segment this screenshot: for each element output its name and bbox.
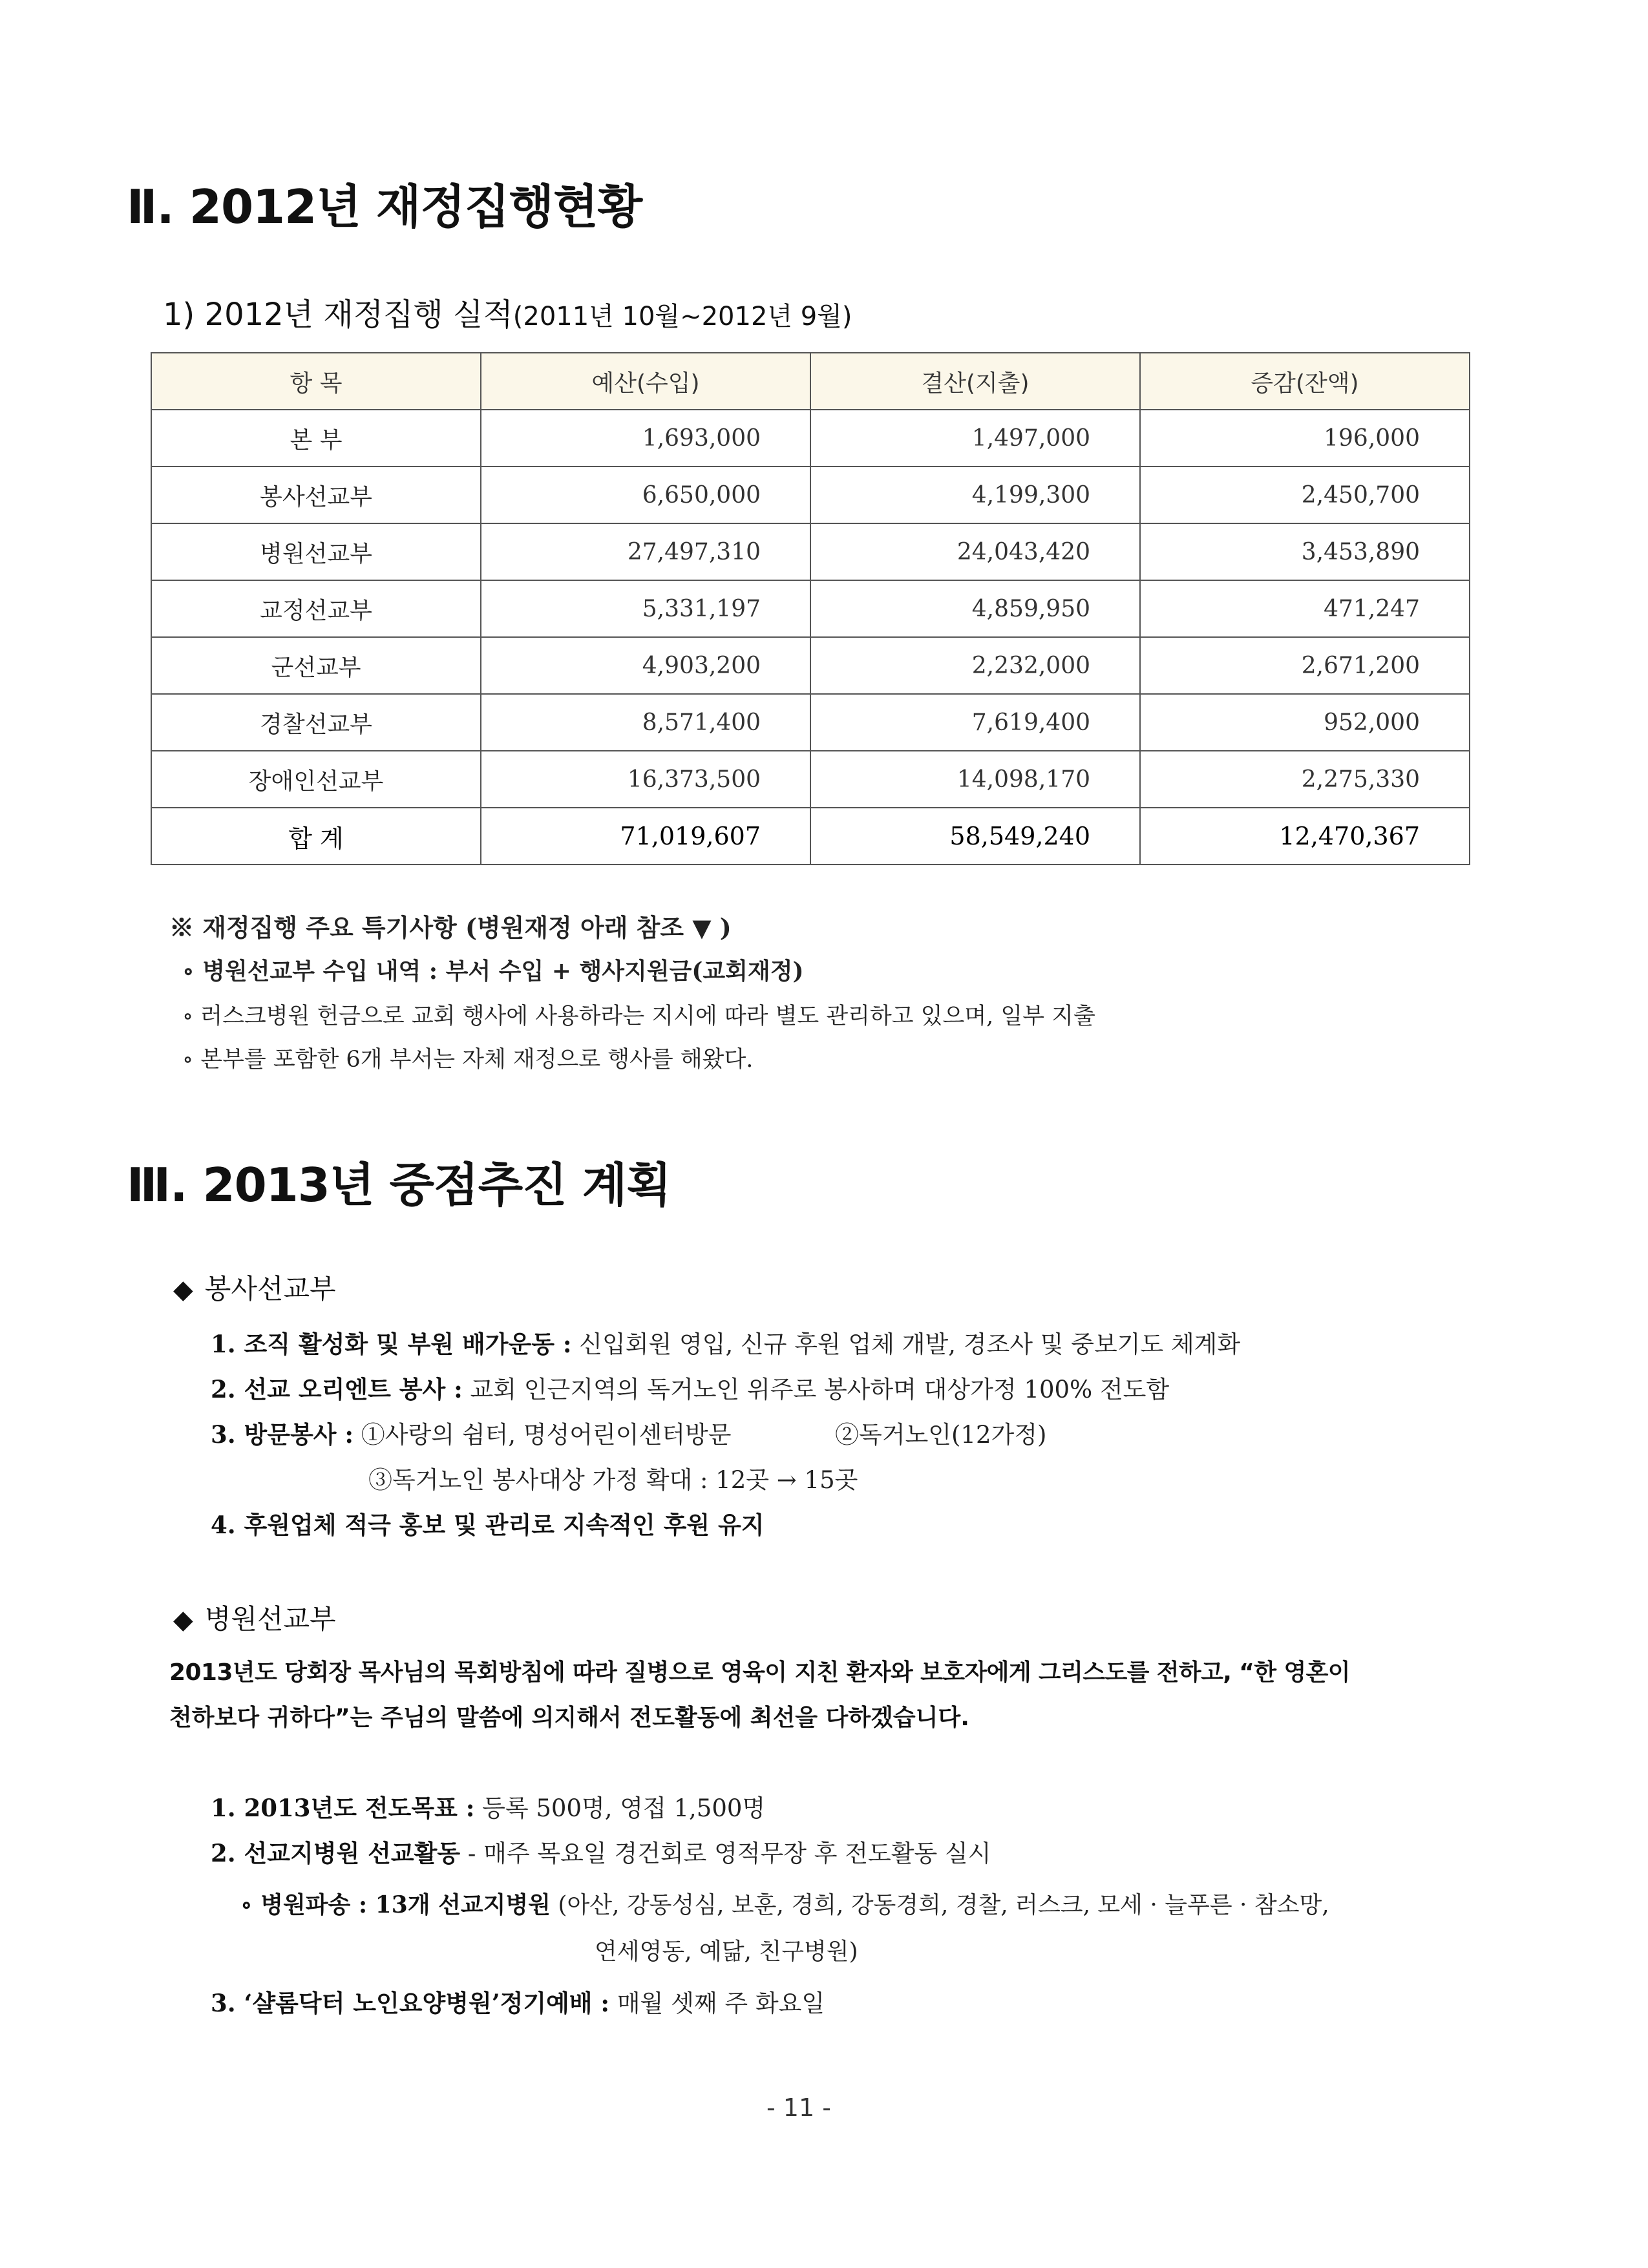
row-name: 군선교부 xyxy=(151,637,481,694)
hospital-item-3-label: 3. ‘샬롬닥터 노인요양병원’정기예배 : xyxy=(211,1989,610,2017)
hospital-sub-item-text: (아산, 강동성심, 보훈, 경희, 강동경희, 경찰, 러스크, 모세 · 늘푸른 · 참소망, xyxy=(550,1892,1329,1918)
hospital-item-2-label: 2. 선교지병원 선교활동 xyxy=(211,1839,461,1867)
hospital-sub-item xyxy=(240,1887,1329,1920)
row-name: 경찰선교부 xyxy=(151,694,481,751)
hospital-item-1 xyxy=(211,1789,765,1823)
dept-bongsa-title: 봉사선교부 xyxy=(204,1273,336,1305)
hospital-sub-item-label: ∘ 병원파송 : 13개 선교지병원 xyxy=(240,1891,551,1918)
hospital-item-3 xyxy=(211,1984,825,2019)
hospital-item-2-text: - 매주 목요일 경건회로 영적무장 후 전도활동 실시 xyxy=(460,1840,991,1867)
notes-line-2: ∘ 러스크병원 헌금으로 교회 행사에 사용하라는 지시에 따라 별도 관리하고 있으며, 일부 지출 xyxy=(182,1003,1095,1029)
bongsa-item-3-text-b: ②독거노인(12가정) xyxy=(835,1421,1047,1449)
notes-title: ※ 재정집행 주요 특기사항 (병원재정 아래 참조 ▼ ) xyxy=(169,913,732,942)
row-settlement: 4,199,300 xyxy=(810,467,1140,523)
table-row xyxy=(151,523,1470,580)
row-budget: 16,373,500 xyxy=(481,751,810,808)
header-settlement: 결산(지출) xyxy=(810,353,1140,410)
row-budget: 1,693,000 xyxy=(481,410,810,467)
row-name: 교정선교부 xyxy=(151,580,481,637)
row-balance: 2,275,330 xyxy=(1140,751,1470,808)
bongsa-item-1-label: 1. 조직 활성화 및 부원 배가운동 : xyxy=(211,1330,572,1358)
table-row xyxy=(151,467,1470,523)
row-name: 장애인선교부 xyxy=(151,751,481,808)
bongsa-item-3 xyxy=(211,1415,731,1450)
row-name: 병원선교부 xyxy=(151,523,481,580)
row-balance: 196,000 xyxy=(1140,410,1470,467)
total-budget: 71,019,607 xyxy=(481,808,810,865)
header-item: 항 목 xyxy=(151,353,481,410)
row-settlement: 7,619,400 xyxy=(810,694,1140,751)
page-number: - 11 - xyxy=(766,2094,831,2122)
bongsa-item-3-label: 3. 방문봉사 : xyxy=(211,1420,354,1449)
bongsa-item-4 xyxy=(211,1506,765,1540)
header-balance: 증감(잔액) xyxy=(1140,353,1470,410)
table-header-row xyxy=(151,353,1470,410)
row-budget: 8,571,400 xyxy=(481,694,810,751)
section-2-subheading xyxy=(163,289,852,334)
total-name: 합 계 xyxy=(151,808,481,865)
section-3-heading: Ⅲ. 2013년 중점추진 계획 xyxy=(127,1158,671,1212)
table-row xyxy=(151,694,1470,751)
row-budget: 4,903,200 xyxy=(481,637,810,694)
row-name: 본 부 xyxy=(151,410,481,467)
row-balance: 471,247 xyxy=(1140,580,1470,637)
table-row xyxy=(151,580,1470,637)
finance-table xyxy=(151,352,1470,865)
bongsa-item-1-text: 신입회원 영입, 신규 후원 업체 개발, 경조사 및 중보기도 체계화 xyxy=(571,1330,1241,1358)
row-balance: 3,453,890 xyxy=(1140,523,1470,580)
row-settlement: 4,859,950 xyxy=(810,580,1140,637)
subheading-main: 1) 2012년 재정집행 실적 xyxy=(163,297,513,333)
row-budget: 5,331,197 xyxy=(481,580,810,637)
hospital-item-3-text: 매월 셋째 주 화요일 xyxy=(609,1990,825,2017)
row-name: 봉사선교부 xyxy=(151,467,481,523)
table-row xyxy=(151,410,1470,467)
total-balance: 12,470,367 xyxy=(1140,808,1470,865)
bongsa-item-3-text-c: ③독거노인 봉사대상 가정 확대 : 12곳 → 15곳 xyxy=(368,1466,858,1494)
header-budget: 예산(수입) xyxy=(481,353,810,410)
hospital-item-1-label: 1. 2013년도 전도목표 : xyxy=(211,1794,475,1822)
section-2-heading: Ⅱ. 2012년 재정집행현황 xyxy=(127,180,642,234)
total-settlement: 58,549,240 xyxy=(810,808,1140,865)
row-balance: 2,450,700 xyxy=(1140,467,1470,523)
diamond-bullet-icon: ◆ xyxy=(173,1275,193,1305)
row-settlement: 1,497,000 xyxy=(810,410,1140,467)
diamond-bullet-icon: ◆ xyxy=(173,1605,193,1635)
table-total-row xyxy=(151,808,1470,865)
row-settlement: 24,043,420 xyxy=(810,523,1140,580)
subheading-period: (2011년 10월~2012년 9월) xyxy=(512,302,852,331)
row-budget: 6,650,000 xyxy=(481,467,810,523)
row-budget: 27,497,310 xyxy=(481,523,810,580)
table-row xyxy=(151,637,1470,694)
bongsa-item-2-label: 2. 선교 오리엔트 봉사 : xyxy=(211,1375,463,1403)
notes-line-3: ∘ 본부를 포함한 6개 부서는 자체 재정으로 행사를 해왔다. xyxy=(182,1047,754,1073)
bongsa-item-1 xyxy=(211,1325,1240,1360)
bongsa-item-3-text-a: ①사랑의 쉼터, 명성어린이센터방문 xyxy=(354,1421,732,1449)
dept-bongsa-heading xyxy=(173,1268,336,1307)
bongsa-item-2-text: 교회 인근지역의 독거노인 위주로 봉사하며 대상가정 100% 전도함 xyxy=(462,1376,1170,1403)
dept-hospital-title: 병원선교부 xyxy=(204,1603,336,1635)
notes-line-1: ∘ 병원선교부 수입 내역 : 부서 수입 + 행사지원금(교회재정) xyxy=(182,958,804,985)
table-row xyxy=(151,751,1470,808)
hospital-paragraph-line-2: 천하보다 귀하다”는 주님의 말씀에 의지해서 전도활동에 최선을 다하겠습니다. xyxy=(169,1705,969,1731)
row-balance: 952,000 xyxy=(1140,694,1470,751)
row-balance: 2,671,200 xyxy=(1140,637,1470,694)
hospital-paragraph-line-1: 2013년도 당회장 목사님의 목회방침에 따라 질병으로 영육이 지친 환자와 보호자에게 그리스도를 전하고, “한 영혼이 xyxy=(169,1659,1350,1686)
hospital-item-2 xyxy=(211,1834,991,1869)
bongsa-item-2 xyxy=(211,1370,1169,1405)
dept-hospital-heading xyxy=(173,1598,336,1637)
hospital-sub-item-text-2: 연세영동, 예닮, 친구병원) xyxy=(595,1938,858,1965)
bongsa-item-4-label: 4. 후원업체 적극 홍보 및 관리로 지속적인 후원 유지 xyxy=(211,1511,765,1539)
hospital-item-1-text: 등록 500명, 영접 1,500명 xyxy=(474,1794,766,1822)
row-settlement: 14,098,170 xyxy=(810,751,1140,808)
row-settlement: 2,232,000 xyxy=(810,637,1140,694)
